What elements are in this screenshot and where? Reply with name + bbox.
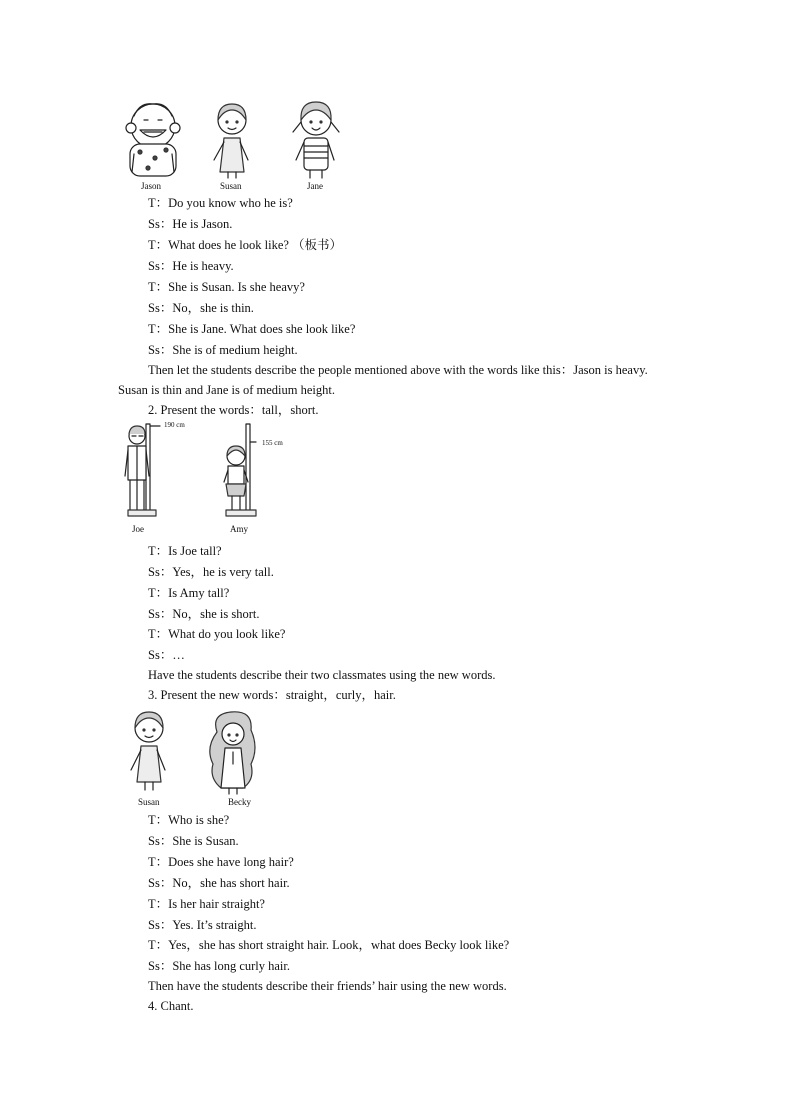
figure-jason-susan-jane [120,98,360,180]
caption-jason: Jason [141,181,161,191]
caption-susan: Susan [220,181,242,191]
dialogue-line: Ss：She has long curly hair. [148,959,291,973]
dialogue-line: Ss：No，she has short hair. [148,876,290,890]
dialogue-line: Ss：She is of medium height. [148,343,298,357]
dialogue-line: Ss：No，she is thin. [148,301,254,315]
dialogue-line: T：Yes，she has short straight hair. Look，what does Becky look like? [148,938,510,952]
caption-jane: Jane [307,181,323,191]
dialogue-line: T：She is Jane. What does she look like? [148,322,356,336]
caption-joe: Joe [132,524,144,534]
becky-illustration [210,712,255,794]
dialogue-line: T：She is Susan. Is she heavy? [148,280,305,294]
jane-illustration [293,102,339,178]
instruction-line: Then have the students describe their friends’ hair using the new words. [148,979,507,993]
caption-susan: Susan [138,797,160,807]
dialogue-line: Ss：He is heavy. [148,259,234,273]
dialogue-line: Ss：She is Susan. [148,834,239,848]
dialogue-line: T：Is her hair straight? [148,897,265,911]
dialogue-line: T：Do you know who he is? [148,196,293,210]
instruction-line: Have the students describe their two classmates using the new words. [148,668,496,682]
dialogue-line: Ss：He is Jason. [148,217,233,231]
figure-susan-becky [125,708,275,798]
susan-illustration [131,712,165,790]
dialogue-line: T：Is Joe tall? [148,544,222,558]
dialogue-line: T：Is Amy tall? [148,586,230,600]
susan-illustration [214,104,248,178]
dialogue-line: T：Who is she? [148,813,230,827]
figure-joe-amy [120,420,310,524]
dialogue-line: Ss：Yes. It’s straight. [148,918,257,932]
dialogue-line: Ss：No，she is short. [148,607,260,621]
height-label-joe: 190 cm [164,421,185,429]
joe-illustration [125,424,160,516]
dialogue-line: T：Does she have long hair? [148,855,294,869]
dialogue-line: Ss：Yes，he is very tall. [148,565,274,579]
dialogue-line: Ss：… [148,648,185,662]
step-heading: 2. Present the words：tall，short. [148,403,319,417]
dialogue-line: T：What do you look like? [148,627,286,641]
jason-illustration [126,104,180,176]
caption-becky: Becky [228,797,251,807]
step-heading: 3. Present the new words：straight，curly，hair. [148,688,396,702]
dialogue-line: T：What does he look like? （板书） [148,238,343,252]
instruction-paragraph: Then let the students describe the people mentioned above with the words like this：Jason is heavy. Susan is thin and Jane is of medium height. [118,363,648,397]
height-label-amy: 155 cm [262,439,283,447]
amy-illustration [224,424,256,516]
step-heading: 4. Chant. [148,999,194,1013]
caption-amy: Amy [230,524,248,534]
